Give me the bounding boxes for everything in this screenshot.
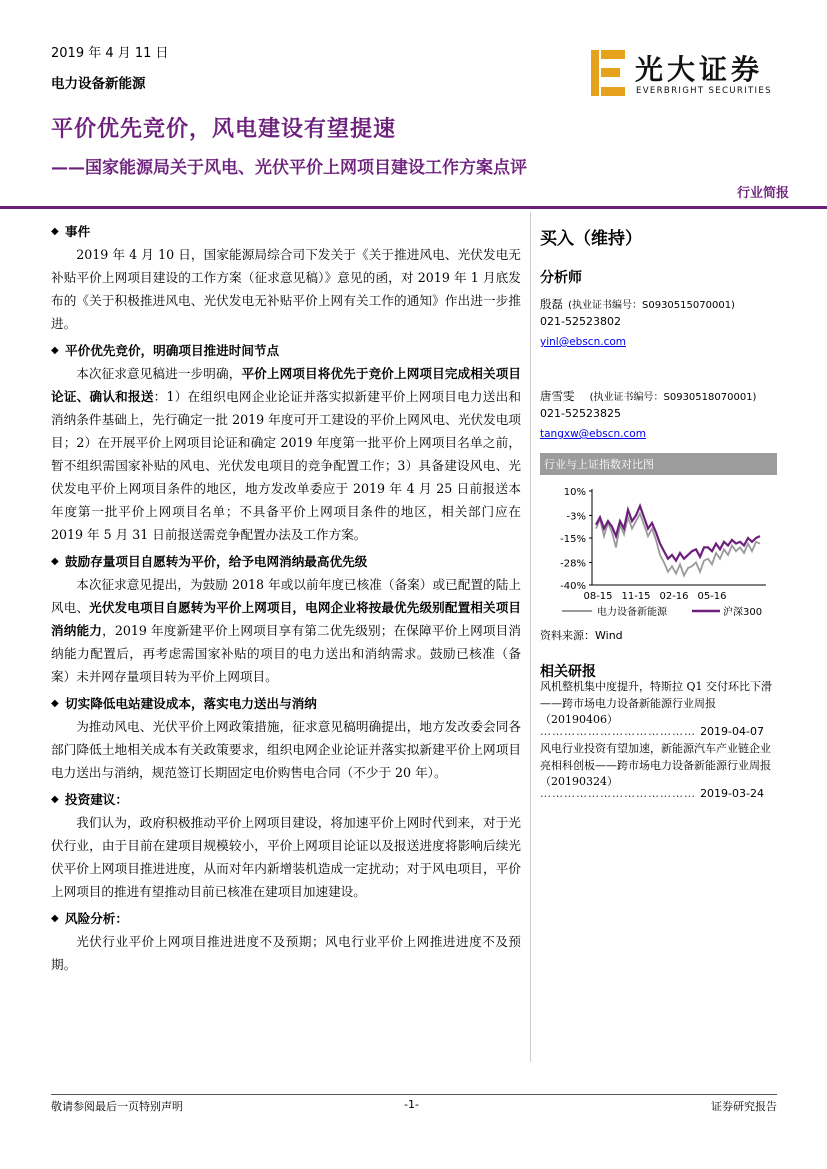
- analyst-block: [540, 293, 780, 349]
- section-heading: [51, 788, 521, 811]
- chart-svg: [540, 479, 777, 625]
- report-type-label: 行业简报: [736, 186, 789, 201]
- chart-title-bar: [540, 453, 777, 475]
- chart-source: 资料来源：Wind: [540, 629, 623, 642]
- emphasis-text: 光伏发电项目自愿转为平价上网项目，电网企业将按最优先级别配置相关项目消纳能力: [51, 600, 522, 638]
- main-content: [51, 220, 521, 976]
- company-logo: [591, 46, 781, 106]
- report-section: [51, 339, 521, 546]
- chart-title: 行业与上证指数对比图: [544, 458, 654, 471]
- x-tick-label: 05-16: [697, 591, 727, 602]
- section-heading-text: 切实降低电站建设成本，落实电力送出与消纳: [65, 696, 317, 711]
- related-report-link[interactable]: 风电行业投资有望加速，新能源汽车产业链企业亮相科创板——跨市场电力设备新能源行业周报（20190324）: [540, 742, 771, 788]
- section-paragraph: [51, 930, 521, 976]
- analyst-name: 唐雪雯: [540, 389, 575, 403]
- section-paragraph: [51, 362, 521, 546]
- report-section: [51, 692, 521, 784]
- footer-divider: [51, 1094, 777, 1095]
- diamond-bullet-icon: ◆: [51, 555, 59, 567]
- logo-text-cn: 光大证券: [635, 53, 764, 86]
- section-heading-text: 风险分析：: [65, 911, 128, 926]
- analyst-phone: 021-52523802: [540, 315, 621, 328]
- report-section: [51, 907, 521, 976]
- analyst-heading: 分析师: [540, 270, 582, 286]
- y-tick-label: -3%: [566, 511, 586, 523]
- sidebar: [540, 220, 780, 441]
- section-heading: [51, 550, 521, 573]
- diamond-bullet-icon: ◆: [51, 793, 59, 805]
- section-heading-text: 事件: [65, 224, 91, 239]
- body-text: 为推动风电、光伏平价上网政策措施，征求意见稿明确提出，地方发改委会同各部门降低土地相关成本有关政策要求，组织电网企业论证并落实拟新建平价上网项目电力送出与消纳，规范签订长期固定电价购售电合同（不少于 20 年）。: [51, 719, 521, 780]
- analyst-name: 殷磊: [540, 297, 563, 311]
- body-text: ：1）在组织电网企业论证并落实拟新建平价上网项目电力送出和消纳条件基础上，先行确定一批 2019 年度可开工建设的平价上网风电、光伏发电项目；2）在开展平价上网项目论证和确定 2019 年度第一批平价上网项目名单之前，暂不组织需国家补贴的风电、光伏发电项目的竞争配置工作；3）具备建设风电、光伏发电平价上网项目条件的地区，地方发改单委应于 2019 年 4 月 25 日前报送本年度第一批平价上网项目名单；不具备平价上网项目条件的地区，相关部门应在 2019 年 5 月 31 日前报送需竞争配置办法及工作方案。: [51, 389, 522, 542]
- report-section: [51, 788, 521, 903]
- footer-disclaimer: 敬请参阅最后一页特别声明: [51, 1100, 183, 1113]
- series-line: [596, 506, 760, 561]
- body-text: 2019 年 4 月 10 日，国家能源局综合司下发关于《关于推进风电、光伏发电无补贴平价上网项目建设的工作方案（征求意见稿）》意见的函，对 2019 年 1 月底发布的《关于积极推进风电、光伏发电无补贴平价上网有关工作的通知》作出进一步推进。: [51, 247, 521, 331]
- x-tick-label: 02-16: [659, 591, 689, 602]
- related-report-link[interactable]: 风机整机集中度提升，特斯拉 Q1 交付环比下滑——跨市场电力设备新能源行业周报（20190406）: [540, 680, 773, 726]
- logo-text-en: EVERBRIGHT SECURITIES: [636, 86, 772, 96]
- report-title: 平价优先竞价，风电建设有望提速: [51, 117, 397, 142]
- analyst-cert: (执业证书编号：S0930515070001): [568, 300, 735, 311]
- diamond-bullet-icon: ◆: [51, 344, 59, 356]
- section-heading: [51, 220, 521, 243]
- diamond-bullet-icon: ◆: [51, 912, 59, 924]
- footer-report-label: 证券研究报告: [711, 1100, 777, 1113]
- report-date: 2019 年 4 月 11 日: [51, 46, 169, 61]
- diamond-bullet-icon: ◆: [51, 697, 59, 709]
- related-report-date: ………………………………… 2019-04-07: [540, 725, 764, 738]
- report-subtitle: ——国家能源局关于风电、光伏平价上网项目建设工作方案点评: [51, 158, 527, 178]
- y-tick-label: -40%: [560, 581, 586, 592]
- report-section: [51, 550, 521, 688]
- y-tick-label: 10%: [563, 487, 586, 498]
- y-tick-label: -28%: [560, 558, 586, 570]
- body-text: 光伏行业平价上网项目推进进度不及预期；风电行业平价上网推进进度不及预期。: [51, 934, 521, 972]
- legend-label: 电力设备新能源: [597, 607, 667, 618]
- section-paragraph: [51, 243, 521, 335]
- page-number: -1-: [404, 1098, 419, 1111]
- section-paragraph: [51, 573, 521, 688]
- analyst-block: [540, 385, 780, 441]
- analyst-email-link[interactable]: tangxw@ebscn.com: [540, 428, 646, 440]
- analyst-phone: 021-52523825: [540, 407, 621, 420]
- related-reports-heading: 相关研报: [540, 664, 596, 680]
- section-heading-text: 投资建议：: [65, 792, 128, 807]
- analyst-cert: (执业证书编号：S0930518070001): [589, 392, 757, 403]
- body-text: 本次征求意见稿进一步明确，: [76, 366, 242, 381]
- rating: 买入（维持）: [540, 229, 642, 249]
- section-heading-text: 平价优先竞价，明确项目推进时间节点: [65, 343, 280, 358]
- diamond-bullet-icon: ◆: [51, 225, 59, 237]
- header-divider: [0, 206, 827, 209]
- report-section: [51, 220, 521, 335]
- section-heading: [51, 907, 521, 930]
- section-paragraph: [51, 715, 521, 784]
- y-tick-label: -15%: [560, 534, 586, 545]
- body-text: 我们认为，政府积极推动平价上网项目建设，将加速平价上网时代到来，对于光伏行业，由于目前在建项目规模较小，平价上网项目论证以及报送进度将影响后续光伏平价上网项目推进进度，从而对年内新增装机造成一定扰动；对于风电项目，平价上网项目的推进有望推动目前已核准在建项目加速建设。: [51, 815, 521, 899]
- body-text: 本次征求意见提出，为鼓励 2018 年或以前年度已核准（备案）或已配置的陆上风电、: [51, 577, 521, 615]
- comparison-chart: [540, 453, 777, 647]
- related-report-date: ………………………………… 2019-03-24: [540, 787, 764, 800]
- analyst-email-link[interactable]: yinl@ebscn.com: [540, 336, 626, 348]
- section-heading: [51, 339, 521, 362]
- section-heading-text: 鼓励存量项目自愿转为平价，给予电网消纳最高优先级: [65, 554, 368, 569]
- section-heading: [51, 692, 521, 715]
- body-text: ，2019 年度新建平价上网项目享有第二优先级别；在保障平价上网项目消纳能力配置后，再考虑需国家补贴的项目的电力送出和消纳需求。鼓励已核准（备案）未并网存量项目转为平价上网项目。: [51, 623, 522, 684]
- x-tick-label: 11-15: [621, 591, 651, 602]
- column-divider: [530, 212, 531, 1062]
- logo-mark-icon: [591, 50, 627, 96]
- legend-label: 沪深300: [723, 607, 763, 618]
- x-tick-label: 08-15: [583, 591, 613, 602]
- sector-label: 电力设备新能源: [51, 76, 146, 92]
- emphasis-text: 平价上网项目将优先于竞价上网项目完成相关项目论证、确认和报送: [51, 366, 522, 404]
- section-paragraph: [51, 811, 521, 903]
